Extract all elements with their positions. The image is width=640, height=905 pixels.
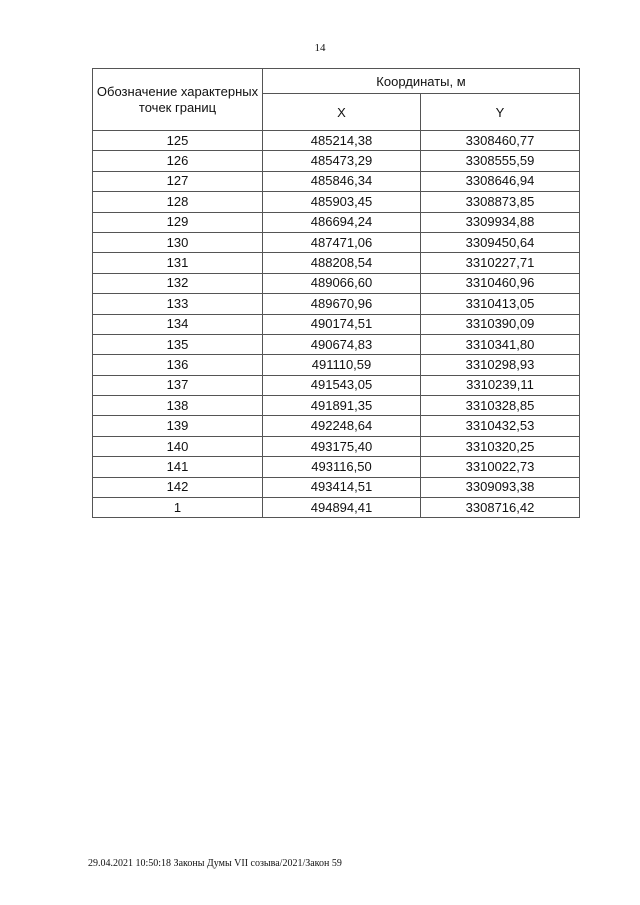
cell-y: 3308460,77 (421, 131, 580, 151)
table-row (93, 151, 580, 171)
table-row (93, 457, 580, 477)
cell-point: 127 (93, 171, 263, 191)
cell-x: 492248,64 (263, 416, 421, 436)
cell-point: 136 (93, 355, 263, 375)
cell-point: 131 (93, 253, 263, 273)
cell-point: 126 (93, 151, 263, 171)
cell-point: 132 (93, 273, 263, 293)
cell-y: 3308873,85 (421, 192, 580, 212)
cell-x: 485473,29 (263, 151, 421, 171)
cell-y: 3310341,80 (421, 334, 580, 354)
cell-y: 3310298,93 (421, 355, 580, 375)
header-x: X (263, 94, 421, 131)
cell-x: 491110,59 (263, 355, 421, 375)
cell-x: 487471,06 (263, 232, 421, 252)
cell-point: 133 (93, 294, 263, 314)
header-point-designation: Обозначение характерных точек границ (93, 69, 263, 131)
cell-y: 3310413,05 (421, 294, 580, 314)
table-row (93, 171, 580, 191)
table-row (93, 212, 580, 232)
table-row (93, 294, 580, 314)
footer-stamp: 29.04.2021 10:50:18 Законы Думы VII созыва/2021/Закон 59 (88, 858, 342, 869)
table-row (93, 334, 580, 354)
cell-point: 142 (93, 477, 263, 497)
cell-x: 485846,34 (263, 171, 421, 191)
cell-y: 3310328,85 (421, 396, 580, 416)
cell-y: 3308716,42 (421, 498, 580, 518)
table-row (93, 355, 580, 375)
cell-y: 3310390,09 (421, 314, 580, 334)
table-row (93, 498, 580, 518)
cell-x: 485903,45 (263, 192, 421, 212)
table-row (93, 477, 580, 497)
header-y: Y (421, 94, 580, 131)
cell-x: 494894,41 (263, 498, 421, 518)
cell-y: 3309450,64 (421, 232, 580, 252)
page-number: 14 (314, 42, 326, 54)
cell-y: 3310227,71 (421, 253, 580, 273)
cell-x: 485214,38 (263, 131, 421, 151)
table-row (93, 273, 580, 293)
table-row (93, 436, 580, 456)
cell-y: 3310022,73 (421, 457, 580, 477)
cell-point: 128 (93, 192, 263, 212)
cell-y: 3310432,53 (421, 416, 580, 436)
cell-x: 486694,24 (263, 212, 421, 232)
cell-point: 1 (93, 498, 263, 518)
table-body (93, 131, 580, 518)
cell-point: 138 (93, 396, 263, 416)
cell-y: 3310460,96 (421, 273, 580, 293)
cell-x: 489066,60 (263, 273, 421, 293)
cell-point: 141 (93, 457, 263, 477)
cell-x: 491891,35 (263, 396, 421, 416)
cell-y: 3310320,25 (421, 436, 580, 456)
table-row (93, 192, 580, 212)
table-row (93, 314, 580, 334)
cell-point: 137 (93, 375, 263, 395)
table-row (93, 416, 580, 436)
cell-y: 3308646,94 (421, 171, 580, 191)
cell-point: 125 (93, 131, 263, 151)
cell-y: 3309093,38 (421, 477, 580, 497)
cell-x: 490174,51 (263, 314, 421, 334)
cell-x: 488208,54 (263, 253, 421, 273)
cell-point: 135 (93, 334, 263, 354)
cell-y: 3308555,59 (421, 151, 580, 171)
table-row (93, 232, 580, 252)
table-row (93, 131, 580, 151)
cell-point: 140 (93, 436, 263, 456)
table-row (93, 396, 580, 416)
coordinates-table (92, 68, 580, 518)
cell-point: 139 (93, 416, 263, 436)
table-row (93, 375, 580, 395)
cell-y: 3309934,88 (421, 212, 580, 232)
cell-x: 490674,83 (263, 334, 421, 354)
header-coordinates: Координаты, м (263, 69, 580, 94)
cell-point: 129 (93, 212, 263, 232)
cell-x: 493175,40 (263, 436, 421, 456)
cell-x: 489670,96 (263, 294, 421, 314)
cell-x: 493414,51 (263, 477, 421, 497)
cell-point: 130 (93, 232, 263, 252)
cell-x: 493116,50 (263, 457, 421, 477)
cell-y: 3310239,11 (421, 375, 580, 395)
cell-point: 134 (93, 314, 263, 334)
cell-x: 491543,05 (263, 375, 421, 395)
table-row (93, 253, 580, 273)
